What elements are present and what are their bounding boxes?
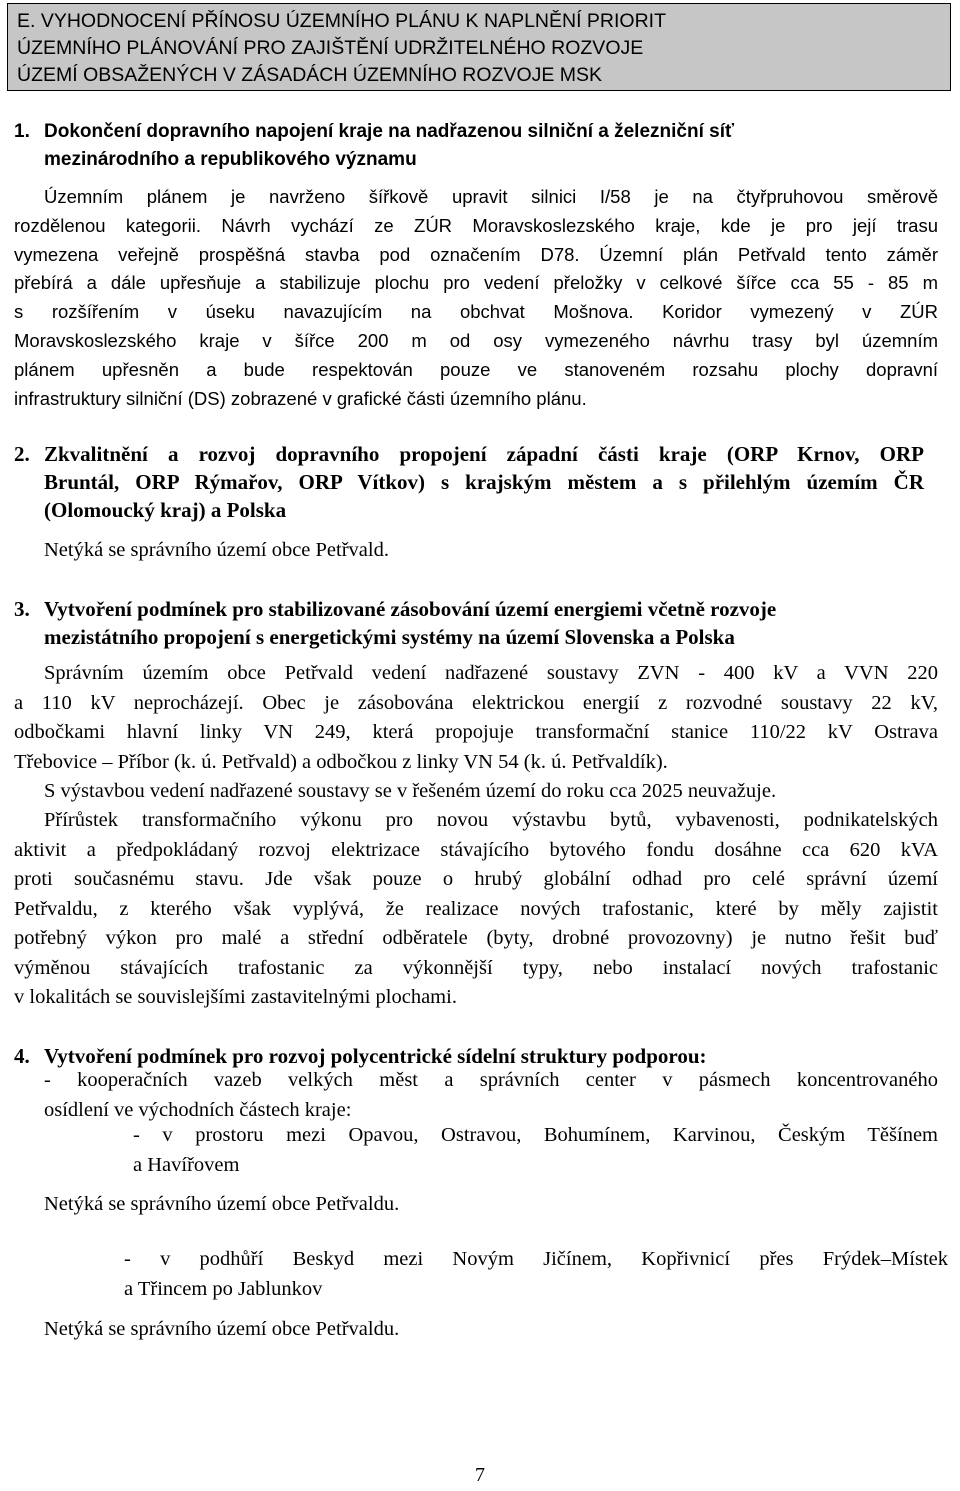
section-3-title <box>44 595 924 651</box>
paragraph-line: aktivit a předpokládaný rozvoj elektrizace stávajícího bytového fondu dosáhne cca 620 kVA <box>14 838 938 861</box>
paragraph-line: proti současnému stavu. Jde však pouze o hrubý globální odhad pro celé správní území <box>14 868 938 890</box>
section-1-title <box>44 118 944 174</box>
header-line-1: E. VYHODNOCENÍ PŘÍNOSU ÚZEMNÍHO PLÁNU K NAPLNĚNÍ PRIORIT <box>17 10 667 32</box>
section-2-text: Netýká se správního území obce Petřvald. <box>44 539 389 561</box>
paragraph-line: Třebovice – Příbor (k. ú. Petřvald) a odbočkou z linky VN 54 (k. ú. Petřvaldík). <box>14 750 668 773</box>
paragraph-line: přebírá a dále upřesňuje a stabilizuje plochu pro vedení přeložky v celkové šířce cca 55 - 85 m <box>14 272 938 294</box>
section-1-paragraph <box>14 183 938 413</box>
list-item-line: a Třincem po Jablunkov <box>124 1277 323 1300</box>
section-4-title: Vytvoření podmínek pro rozvoj polycentrické sídelní struktury podporou: <box>44 1044 707 1068</box>
section-4-number: 4. <box>14 1044 30 1068</box>
page-number: 7 <box>475 1464 485 1486</box>
section-1-title-line: Dokončení dopravního napojení kraje na nadřazenou silniční a železniční síť <box>44 121 735 142</box>
list-item-line: a Havířovem <box>133 1153 240 1176</box>
section-4-item-2 <box>124 1245 948 1304</box>
paragraph-line: plánem upřesněn a bude respektován pouze ve stanoveném rozsahu plochy dopravní <box>14 358 938 380</box>
paragraph-line: Přírůstek transformačního výkonu pro novou výstavbu bytů, vybavenosti, podnikatelských <box>44 809 938 831</box>
header-line-2: ÚZEMNÍHO PLÁNOVÁNÍ PRO ZAJIŠTĚNÍ UDRŽITELNÉHO ROZVOJE <box>17 37 644 59</box>
section-4-note-1: Netýká se správního území obce Petřvaldu. <box>44 1193 400 1215</box>
section-2-number: 2. <box>14 442 30 466</box>
paragraph-line: Správním územím obce Petřvald vedení nadřazené soustavy ZVN - 400 kV a VVN 220 <box>44 662 938 684</box>
paragraph-line: v lokalitách se souvislejšími zastavitelnými plochami. <box>14 986 457 1008</box>
paragraph-line: - kooperačních vazeb velkých měst a správních center v pásmech koncentrovaného <box>44 1069 938 1091</box>
section-4-note-2: Netýká se správního území obce Petřvaldu. <box>44 1318 400 1340</box>
section-4-item-1 <box>133 1121 938 1180</box>
paragraph-line: Moravskoslezského kraje v šířce 200 m od osy vymezeného návrhu trasy byl územním <box>14 329 938 351</box>
section-4-intro <box>44 1066 938 1125</box>
section-2-title-line: Bruntál, ORP Rýmařov, ORP Vítkov) s krajským městem a s přilehlým územím ČR <box>44 470 924 494</box>
section-2-title-line: Zkvalitnění a rozvoj dopravního propojení západní části kraje (ORP Krnov, ORP <box>44 442 924 466</box>
paragraph-line: potřebný výkon pro malé a střední odběratele (byty, drobné provozovny) je nutno řešit buď <box>14 927 938 949</box>
header-line-3: ÚZEMÍ OBSAŽENÝCH V ZÁSADÁCH ÚZEMNÍHO ROZVOJE MSK <box>17 64 603 86</box>
section-2-title-line: (Olomoucký kraj) a Polska <box>44 498 287 522</box>
paragraph-line: s rozšířením v úseku navazujícím na obchvat Mošnova. Koridor vymezený v ZÚR <box>14 301 938 323</box>
paragraph-line: výměnou stávajících trafostanic za výkonnější typy, nebo instalací nových trafostanic <box>14 956 938 979</box>
paragraph-line: odbočkami hlavní linky VN 249, která propojuje transformační stanice 110/22 kV Ostrava <box>14 721 938 743</box>
section-3-number: 3. <box>14 597 30 621</box>
section-3-paragraph-2: S výstavbou vedení nadřazené soustavy se v řešeném území do roku cca 2025 neuvažuje. <box>44 780 777 802</box>
paragraph-line: Petřvaldu, z kterého však vyplývá, že realizace nových trafostanic, které by měly zajistit <box>14 897 938 920</box>
paragraph-line: infrastruktury silniční (DS) zobrazené v grafické části územního plánu. <box>14 387 587 409</box>
section-3-paragraph-3 <box>14 806 938 1013</box>
section-2-title <box>44 440 924 524</box>
list-item-line: - v prostoru mezi Opavou, Ostravou, Bohumínem, Karvinou, Českým Těšínem <box>133 1124 938 1146</box>
paragraph-line: Územním plánem je navrženo šířkově upravit silnici I/58 je na čtyřpruhovou směrově <box>44 186 938 207</box>
section-1-number: 1. <box>14 121 30 142</box>
section-1-title-line: mezinárodního a republikového významu <box>44 149 417 170</box>
paragraph-line: rozdělenou kategorii. Návrh vychází ze ZÚR Moravskoslezského kraje, kde je pro její trasu <box>14 214 938 236</box>
paragraph-line: vymezena veřejně prospěšná stavba pod označením D78. Územní plán Petřvald tento záměr <box>14 243 938 265</box>
section-3-title-line: Vytvoření podmínek pro stabilizované zásobování území energiemi včetně rozvoje <box>44 597 777 621</box>
paragraph-line: a 110 kV neprocházejí. Obec je zásobována elektrickou energií z rozvodné soustavy 22 kV, <box>14 691 938 714</box>
paragraph-line: osídlení ve východních částech kraje: <box>44 1098 352 1121</box>
section-3-title-line: mezistátního propojení s energetickými systémy na území Slovenska a Polska <box>44 625 735 649</box>
list-item-line: - v podhůří Beskyd mezi Novým Jičínem, Kopřivnicí přes Frýdek–Místek <box>124 1248 948 1270</box>
section-header-box <box>7 3 951 91</box>
section-3-paragraph-1 <box>14 659 938 777</box>
